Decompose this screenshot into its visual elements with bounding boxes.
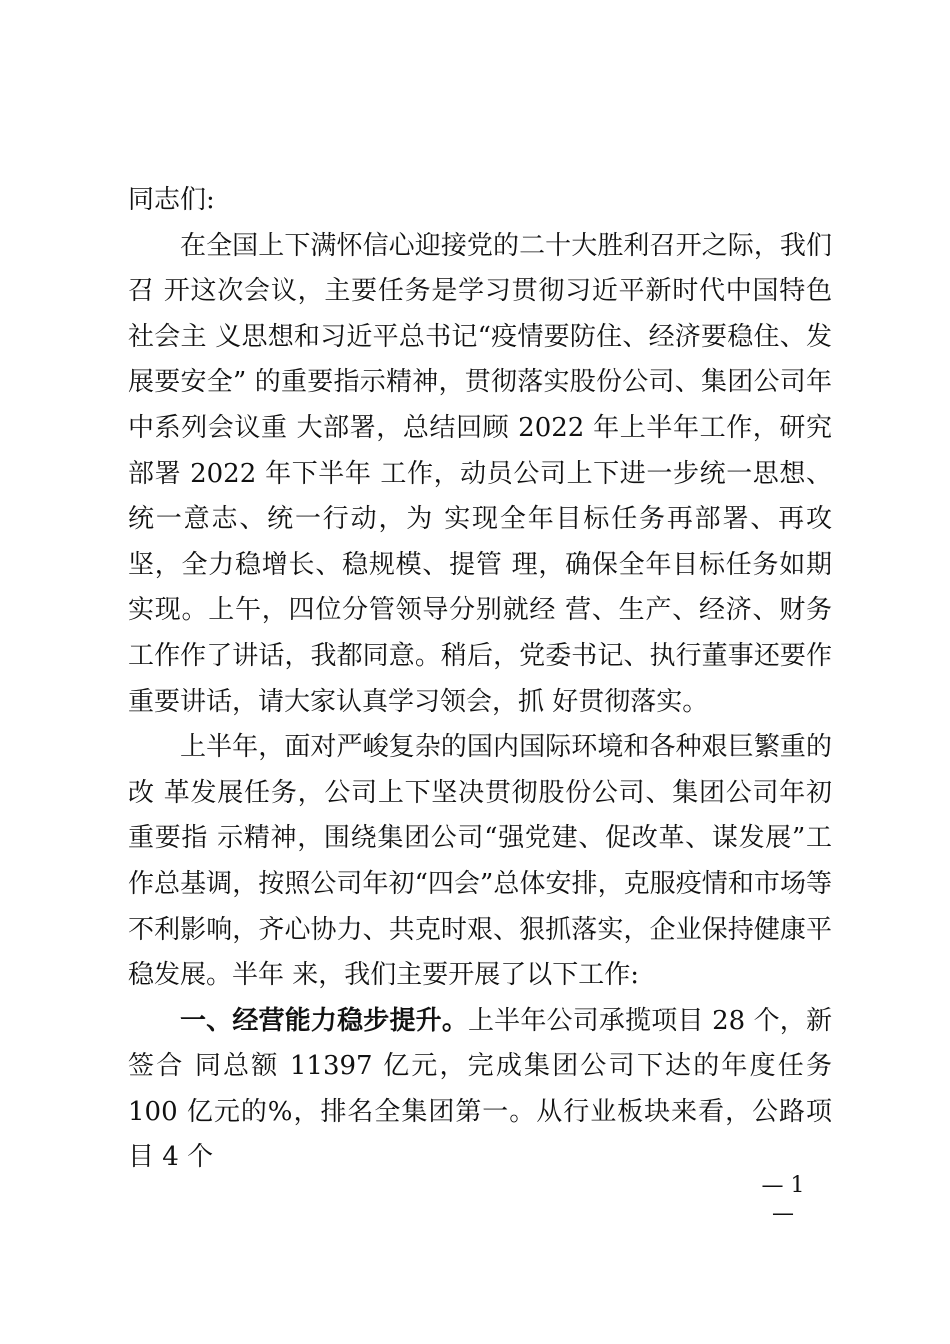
document-body — [128, 178, 832, 1181]
paragraph-first-half-review: 上半年，面对严峻复杂的国内国际环境和各种艰巨繁重的改 革发展任务，公司上下坚决贯彻股份公司、集团公司年初重要指 示精神，围绕集团公司“强党建、促改革、谋发展”工作总基调，按照公司年初“四会”总体安排，克服疫情和市场等不利影响，齐心协力、共克时艰、狠抓落实，企业保持健康平稳发展。半年 来，我们主要开展了以下工作: — [128, 732, 832, 991]
page-number: — 1 — — [761, 1173, 805, 1226]
salutation: 同志们: — [128, 185, 215, 215]
section-one-paragraph — [128, 999, 832, 1181]
paragraph-opening: 在全国上下满怀信心迎接党的二十大胜利召开之际，我们召 开这次会议，主要任务是学习贯彻习近平新时代中国特色社会主 义思想和习近平总书记“疫情要防住、经济要稳住、发展要安全” 的重要指示精神，贯彻落实股份公司、集团公司年中系列会议重 大部署，总结回顾 2022 年上半年工作，研究部署 2022 年下半年 工作，动员公司上下进一步统一思想、统一意志、统一行动，为 实现全年目标任务再部署、再攻坚，全力稳增长、稳规模、提管 理，确保全年目标任务如期实现。上午，四位分管领导分别就经 营、生产、经济、财务工作作了讲话，我都同意。稍后，党委书记、执行董事还要作重要讲话，请大家认真学习领会，抓 好贯彻落实。 — [128, 230, 832, 717]
section-one-text: 上半年公司承揽项目 28 个，新签合 同总额 11397 亿元，完成集团公司下达的年度任务 100 亿元的%，排名全集团第一。从行业板块来看，公路项目 4 个 — [128, 1005, 832, 1173]
section-one-heading: 一、经营能力稳步提升。 — [180, 1005, 468, 1036]
